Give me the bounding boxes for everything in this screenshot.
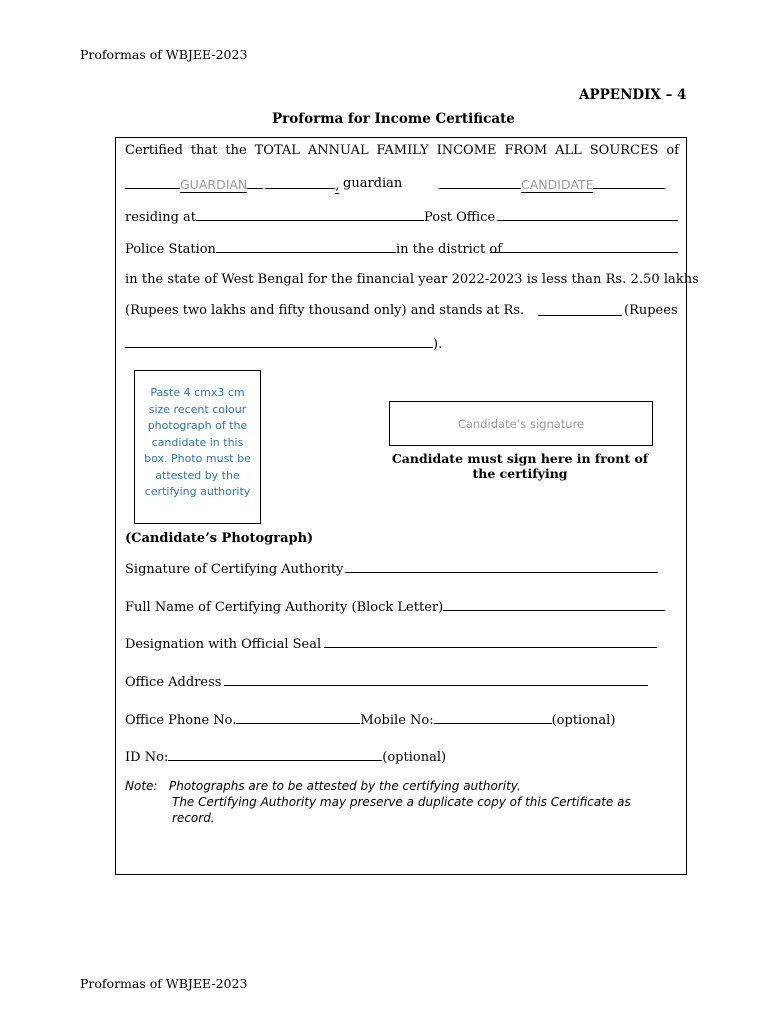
signature-caption: Candidate must sign here in front of the certifying: [391, 451, 649, 481]
close-paren: ).: [433, 337, 443, 352]
amount-words-field[interactable]: [125, 335, 433, 348]
appendix-label: APPENDIX – 4: [579, 87, 687, 103]
id-field[interactable]: [168, 748, 382, 761]
post-office-label: Post Office: [424, 210, 496, 225]
guardian-word: guardian: [343, 176, 403, 191]
photo-box[interactable]: Paste 4 cmx3 cm size recent colour photograph of the candidate in this box. Photo must be attested by the certifying authority: [134, 370, 261, 524]
id-row: [125, 748, 446, 765]
text: FAMILY: [376, 143, 429, 158]
rupees-line: (Rupees two lakhs and fifty thousand only) and stands at Rs.: [125, 303, 525, 318]
mobile-label: Mobile No:: [360, 713, 434, 728]
phone-row: [125, 711, 615, 728]
district-field[interactable]: [490, 240, 678, 253]
id-label: ID No:: [125, 750, 169, 765]
guardian-placeholder: GUARDIAN: [180, 177, 248, 192]
page-header: Proformas of WBJEE-2023: [80, 47, 248, 62]
text: Certified: [125, 143, 183, 158]
office-address-field[interactable]: [224, 673, 648, 686]
office-phone-field[interactable]: [236, 711, 360, 724]
text: of: [666, 143, 679, 158]
text: that: [190, 143, 218, 158]
candidate-field[interactable]: [439, 176, 665, 193]
text: the: [225, 143, 247, 158]
sig-authority-field[interactable]: [345, 560, 658, 573]
text: ALL: [555, 143, 582, 158]
text: FROM: [504, 143, 548, 158]
body-line-1: [125, 143, 679, 158]
police-row: [125, 240, 502, 257]
full-name-label: Full Name of Certifying Authority (Block Letter): [125, 600, 444, 615]
office-address-label: Office Address: [125, 675, 222, 690]
note-line-1: Photographs are to be attested by the certifying authority.: [169, 779, 521, 793]
form-title: Proforma for Income Certificate: [272, 111, 515, 127]
candidate-placeholder: CANDIDATE: [521, 177, 594, 192]
signature-box[interactable]: [389, 401, 653, 446]
text: ANNUAL: [307, 143, 369, 158]
police-station-field[interactable]: [216, 240, 396, 253]
text: TOTAL: [254, 143, 300, 158]
sig-authority-row: [125, 560, 658, 577]
comma: ,: [335, 178, 340, 193]
post-office-field[interactable]: [497, 208, 678, 221]
police-station-label: Police Station: [125, 242, 216, 257]
rupees-words-row: [125, 335, 442, 352]
note-label: Note:: [125, 779, 158, 793]
note-line-2: The Certifying Authority may preserve a duplicate copy of this Certificate as: [172, 795, 631, 809]
designation-field[interactable]: [324, 635, 657, 648]
photo-caption: (Candidate’s Photograph): [125, 531, 314, 546]
designation-label: Designation with Official Seal: [125, 637, 322, 652]
amount-field[interactable]: [538, 303, 622, 316]
blank-line: [593, 176, 665, 189]
blank-line: [265, 176, 335, 189]
full-name-field[interactable]: [443, 598, 665, 611]
residing-row: [125, 208, 495, 225]
residing-label: residing at: [125, 210, 197, 225]
state-line: in the state of West Bengal for the financial year 2022-2023 is less than Rs. 2.50 lakhs: [125, 272, 699, 287]
optional-label: (optional): [551, 713, 616, 728]
guardian-field[interactable]: [125, 176, 339, 193]
residing-field[interactable]: [196, 208, 424, 221]
blank-line: [439, 176, 521, 189]
note-line-3: record.: [172, 811, 215, 825]
blank-line: [247, 176, 263, 189]
sig-authority-label: Signature of Certifying Authority: [125, 562, 344, 577]
office-address-row: [125, 673, 648, 690]
signature-box-label: Candidate’s signature: [457, 416, 585, 431]
blank-line: [125, 176, 180, 189]
rupees-open: (Rupees: [624, 303, 678, 318]
office-phone-label: Office Phone No.: [125, 713, 237, 728]
mobile-field[interactable]: [434, 711, 552, 724]
optional-label: (optional): [382, 750, 447, 765]
text: INCOME: [436, 143, 497, 158]
designation-row: [125, 635, 657, 652]
page-footer: Proformas of WBJEE-2023: [80, 976, 248, 991]
full-name-row: [125, 598, 665, 615]
text: SOURCES: [589, 143, 659, 158]
district-label: in the district of: [395, 242, 503, 257]
